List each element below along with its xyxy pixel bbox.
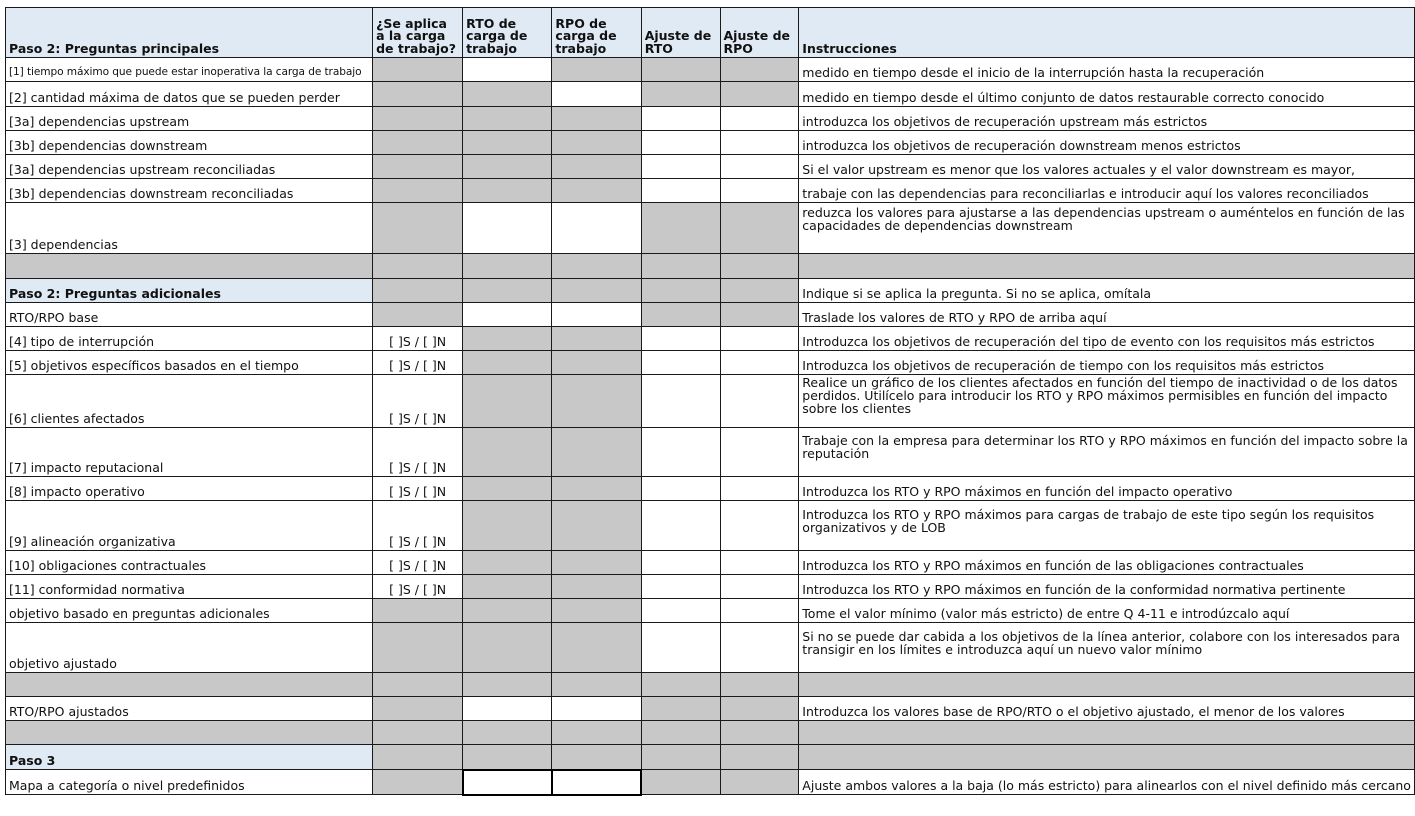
row-label: [3a] dependencias upstream (6, 107, 373, 131)
spacer-row (6, 673, 1415, 697)
adj-rto-input-cell[interactable] (641, 551, 720, 575)
adj-rpo-input-cell[interactable] (720, 428, 799, 477)
row-label: [1] tiempo máximo que puede estar inoperativa la carga de trabajo (6, 58, 373, 82)
col-instructions: Instrucciones (799, 8, 1415, 58)
row-label: [3b] dependencias downstream (6, 131, 373, 155)
row-label: [3a] dependencias upstream reconciliadas (6, 155, 373, 179)
adj-rto-input-cell[interactable] (641, 477, 720, 501)
adj-rpo-input-cell[interactable] (720, 131, 799, 155)
col-adj-rpo: Ajuste de RPO (720, 8, 799, 58)
adj-rpo-cell (720, 58, 799, 82)
table-row (6, 179, 1415, 203)
applies-cell (373, 155, 463, 179)
adj-rpo-cell (720, 203, 799, 254)
adj-rpo-input-cell[interactable] (720, 599, 799, 623)
row-label: [7] impacto reputacional (6, 428, 373, 477)
section-row-additional (6, 279, 1415, 303)
adj-rpo-input-cell[interactable] (720, 375, 799, 428)
row-label: objetivo basado en preguntas adicionales (6, 599, 373, 623)
row-instructions: introduzca los objetivos de recuperación upstream más estrictos (799, 107, 1415, 131)
table-row (6, 303, 1415, 327)
table-row (6, 599, 1415, 623)
row-label: [11] conformidad normativa (6, 575, 373, 599)
adj-rto-input-cell[interactable] (641, 131, 720, 155)
row-instructions: Si no se puede dar cabida a los objetivos de la línea anterior, colabore con los interesados para transigir en los límites e introduzca aquí un nuevo valor mínimo (799, 623, 1415, 673)
adj-rpo-cell (720, 303, 799, 327)
row-label: [3b] dependencias downstream reconciliadas (6, 179, 373, 203)
row-instructions: introduzca los objetivos de recuperación downstream menos estrictos (799, 131, 1415, 155)
adj-rto-input-cell[interactable] (641, 428, 720, 477)
row-instructions: reduzca los valores para ajustarse a las dependencias upstream o auméntelos en función de las capacidades de dependencias downstream (799, 203, 1415, 254)
row-instructions: Traslade los valores de RTO y RPO de arriba aquí (799, 303, 1415, 327)
row-instructions: Introduzca los RTO y RPO máximos en función del impacto operativo (799, 477, 1415, 501)
rto-cell (463, 131, 552, 155)
adj-rto-input-cell[interactable] (641, 375, 720, 428)
table-row (6, 623, 1415, 673)
table-row (6, 155, 1415, 179)
applies-cell (373, 203, 463, 254)
rpo-cell (552, 179, 641, 203)
row-instructions: trabaje con las dependencias para reconciliarlas e introducir aquí los valores reconciliados (799, 179, 1415, 203)
table-row (6, 327, 1415, 351)
header-row (6, 8, 1415, 58)
row-label: [10] obligaciones contractuales (6, 551, 373, 575)
adj-rto-cell (641, 303, 720, 327)
row-label: [3] dependencias (6, 203, 373, 254)
section-title-main: Paso 2: Preguntas principales (6, 8, 373, 58)
applies-cell (373, 107, 463, 131)
row-instructions: Introduzca los objetivos de recuperación del tipo de evento con los requisitos más estrictos (799, 327, 1415, 351)
row-instructions: Introduzca los RTO y RPO máximos en función de la conformidad normativa pertinente (799, 575, 1415, 599)
table-row (6, 131, 1415, 155)
adj-rpo-input-cell[interactable] (720, 477, 799, 501)
yes-no-checkbox[interactable]: [ ]S / [ ]N (373, 575, 463, 599)
row-instructions: Ajuste ambos valores a la baja (lo más estricto) para alinearlos con el nivel definido más cercano (799, 770, 1415, 795)
row-instructions: medido en tiempo desde el último conjunto de datos restaurable correcto conocido (799, 82, 1415, 107)
table-row (6, 575, 1415, 599)
applies-cell (373, 131, 463, 155)
table-row (6, 551, 1415, 575)
col-applies: ¿Se aplica a la carga de trabajo? (373, 8, 463, 58)
rpo-cell (552, 107, 641, 131)
row-label: [6] clientes afectados (6, 375, 373, 428)
adj-rto-input-cell[interactable] (641, 107, 720, 131)
section-title-additional: Paso 2: Preguntas adicionales (6, 279, 373, 303)
table-row (6, 203, 1415, 254)
yes-no-checkbox[interactable]: [ ]S / [ ]N (373, 327, 463, 351)
adj-rto-input-cell[interactable] (641, 501, 720, 551)
row-instructions: Introduzca los RTO y RPO máximos en función de las obligaciones contractuales (799, 551, 1415, 575)
rto-cell (463, 155, 552, 179)
table-row (6, 697, 1415, 721)
yes-no-checkbox[interactable]: [ ]S / [ ]N (373, 551, 463, 575)
rpo-tier-input-cell[interactable] (552, 770, 641, 795)
row-label: Mapa a categoría o nivel predefinidos (6, 770, 373, 795)
adj-rto-input-cell[interactable] (641, 327, 720, 351)
spacer-row (6, 254, 1415, 279)
table-row (6, 375, 1415, 428)
adj-rpo-input-cell[interactable] (720, 327, 799, 351)
row-instructions: medido en tiempo desde el inicio de la interrupción hasta la recuperación (799, 58, 1415, 82)
adj-rto-cell (641, 82, 720, 107)
rpo-cell (552, 131, 641, 155)
adj-rto-input-cell[interactable] (641, 351, 720, 375)
rto-cell (463, 82, 552, 107)
adj-rpo-input-cell[interactable] (720, 501, 799, 551)
row-label: RTO/RPO base (6, 303, 373, 327)
rpo-input-cell[interactable] (552, 697, 641, 721)
rto-input-cell[interactable] (463, 58, 552, 82)
adj-rpo-input-cell[interactable] (720, 107, 799, 131)
table-row (6, 58, 1415, 82)
rto-input-cell[interactable] (463, 203, 552, 254)
yes-no-checkbox[interactable]: [ ]S / [ ]N (373, 351, 463, 375)
adj-rto-cell (641, 58, 720, 82)
rto-cell (463, 107, 552, 131)
applies-cell (373, 58, 463, 82)
applies-cell (373, 82, 463, 107)
section-instructions: Indique si se aplica la pregunta. Si no se aplica, omítala (799, 279, 1415, 303)
row-instructions: Trabaje con la empresa para determinar los RTO y RPO máximos en función del impacto sobre la reputación (799, 428, 1415, 477)
row-label: [9] alineación organizativa (6, 501, 373, 551)
adj-rpo-input-cell[interactable] (720, 351, 799, 375)
rpo-input-cell[interactable] (552, 303, 641, 327)
row-label: [5] objetivos específicos basados en el tiempo (6, 351, 373, 375)
row-label: objetivo ajustado (6, 623, 373, 673)
adj-rto-cell (641, 203, 720, 254)
adj-rpo-input-cell[interactable] (720, 155, 799, 179)
row-instructions: Introduzca los valores base de RPO/RTO o el objetivo ajustado, el menor de los valores (799, 697, 1415, 721)
row-instructions: Realice un gráfico de los clientes afectados en función del tiempo de inactividad o de los datos perdidos. Utilícelo para introducir los RTO y RPO máximos permisibles en función del impacto sobre los clientes (799, 375, 1415, 428)
rpo-cell (552, 58, 641, 82)
col-rto: RTO de carga de trabajo (463, 8, 552, 58)
rto-tier-input-cell[interactable] (463, 770, 552, 795)
col-adj-rto: Ajuste de RTO (641, 8, 720, 58)
yes-no-checkbox[interactable]: [ ]S / [ ]N (373, 501, 463, 551)
yes-no-checkbox[interactable]: [ ]S / [ ]N (373, 428, 463, 477)
table-row (6, 351, 1415, 375)
row-instructions: Introduzca los objetivos de recuperación de tiempo con los requisitos más estrictos (799, 351, 1415, 375)
row-label: RTO/RPO ajustados (6, 697, 373, 721)
adj-rto-input-cell[interactable] (641, 155, 720, 179)
adj-rto-input-cell[interactable] (641, 575, 720, 599)
applies-cell (373, 179, 463, 203)
table-row (6, 107, 1415, 131)
adj-rpo-input-cell[interactable] (720, 623, 799, 673)
row-instructions: Tome el valor mínimo (valor más estricto) de entre Q 4-11 e introdúzcalo aquí (799, 599, 1415, 623)
rto-input-cell[interactable] (463, 303, 552, 327)
yes-no-checkbox[interactable]: [ ]S / [ ]N (373, 477, 463, 501)
spacer-row (6, 721, 1415, 745)
table-row (6, 501, 1415, 551)
table-row (6, 82, 1415, 107)
adj-rto-input-cell[interactable] (641, 179, 720, 203)
table-row (6, 770, 1415, 795)
adj-rto-input-cell[interactable] (641, 599, 720, 623)
row-label: [2] cantidad máxima de datos que se pueden perder (6, 82, 373, 107)
adj-rpo-input-cell[interactable] (720, 551, 799, 575)
row-instructions: Introduzca los RTO y RPO máximos para cargas de trabajo de este tipo según los requisitos organizativos y de LOB (799, 501, 1415, 551)
table-row (6, 477, 1415, 501)
rpo-cell (552, 155, 641, 179)
yes-no-checkbox[interactable]: [ ]S / [ ]N (373, 375, 463, 428)
section-row-step3 (6, 745, 1415, 770)
row-label: [4] tipo de interrupción (6, 327, 373, 351)
rpo-input-cell[interactable] (552, 203, 641, 254)
section-title-step3: Paso 3 (6, 745, 373, 770)
rto-cell (463, 179, 552, 203)
row-label: [8] impacto operativo (6, 477, 373, 501)
col-rpo: RPO de carga de trabajo (552, 8, 641, 58)
rto-rpo-worksheet (5, 7, 1415, 796)
row-instructions: Si el valor upstream es menor que los valores actuales y el valor downstream es mayor, (799, 155, 1415, 179)
rto-input-cell[interactable] (463, 697, 552, 721)
table-row (6, 428, 1415, 477)
adj-rpo-cell (720, 82, 799, 107)
applies-cell (373, 303, 463, 327)
adj-rpo-input-cell[interactable] (720, 575, 799, 599)
adj-rpo-input-cell[interactable] (720, 179, 799, 203)
adj-rto-input-cell[interactable] (641, 623, 720, 673)
rpo-input-cell[interactable] (552, 82, 641, 107)
